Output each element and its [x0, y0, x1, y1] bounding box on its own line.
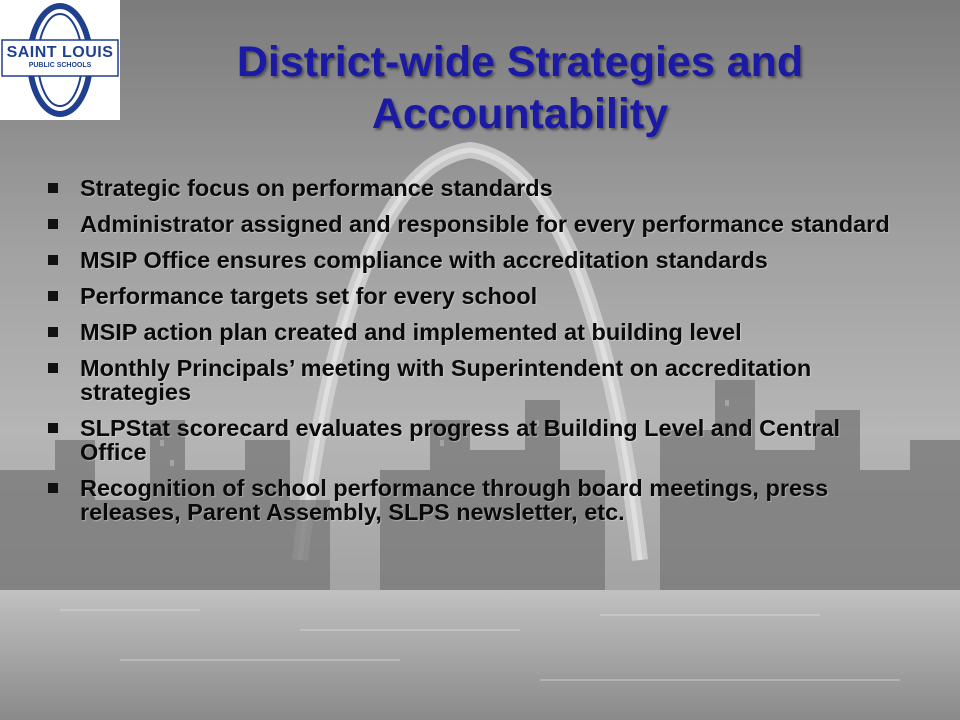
bullet-text: SLPStat scorecard evaluates progress at Building Level and Central Office	[80, 415, 841, 465]
bullet-text: MSIP Office ensures compliance with accreditation standards	[80, 247, 768, 273]
bullet-text: Administrator assigned and responsible for every performance standard	[80, 211, 890, 237]
bullet-text: Performance targets set for every school	[80, 283, 538, 309]
bullet-item	[48, 320, 908, 344]
square-bullet-icon	[48, 219, 58, 229]
square-bullet-icon	[48, 423, 58, 433]
bullet-text: Strategic focus on performance standards	[80, 175, 553, 201]
bullet-item	[48, 212, 908, 236]
logo-subtitle: PUBLIC SCHOOLS	[28, 62, 92, 69]
square-bullet-icon	[48, 327, 58, 337]
square-bullet-icon	[48, 183, 58, 193]
bullet-text: Monthly Principals’ meeting with Superintendent on accreditation strategies	[80, 355, 812, 405]
bullet-text: Recognition of school performance through board meetings, press releases, Parent Assembly, SLPS newsletter, etc.	[80, 475, 829, 525]
bullet-item	[48, 416, 908, 464]
bullet-item	[48, 176, 908, 200]
square-bullet-icon	[48, 291, 58, 301]
bullet-item	[48, 248, 908, 272]
bullet-text: MSIP action plan created and implemented at building level	[80, 319, 742, 345]
bullet-item	[48, 284, 908, 308]
logo-title: SAINT LOUIS	[6, 44, 114, 61]
square-bullet-icon	[48, 255, 58, 265]
bullet-item	[48, 356, 908, 404]
square-bullet-icon	[48, 363, 58, 373]
square-bullet-icon	[48, 483, 58, 493]
slide-title: District-wide Strategies and Accountability	[236, 38, 804, 138]
bullet-list	[48, 176, 908, 536]
bullet-item	[48, 476, 908, 524]
saint-louis-public-schools-logo	[0, 0, 120, 120]
